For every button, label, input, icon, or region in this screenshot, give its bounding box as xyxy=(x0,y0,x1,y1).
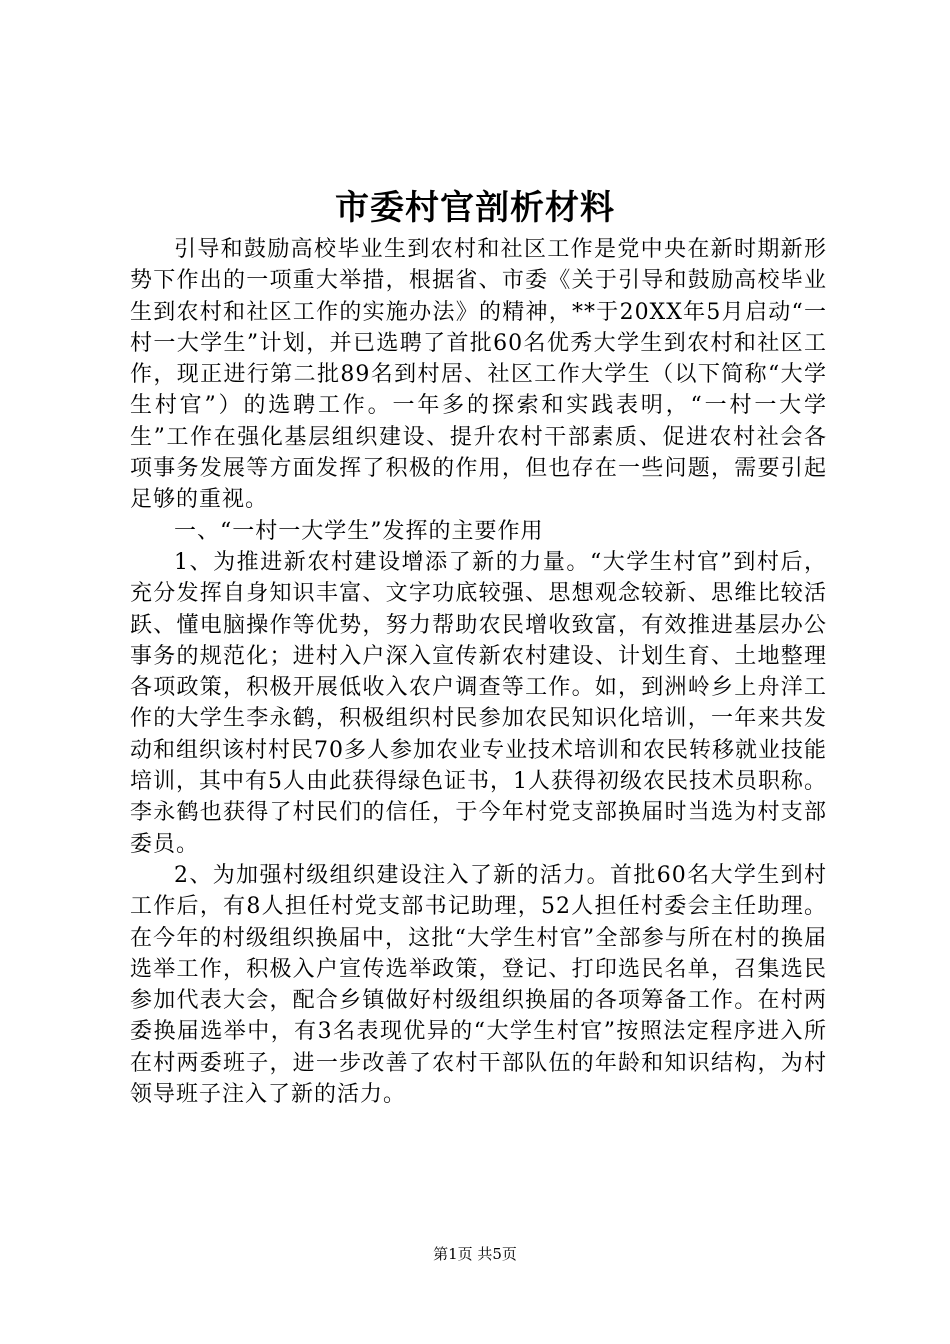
document-title: 市委村官剖析材料 xyxy=(335,188,615,228)
document-body xyxy=(130,234,827,1110)
point-2-paragraph: 2、为加强村级组织建设注入了新的活力。首批60名大学生到村工作后，有8人担任村党支部书记助理，52人担任村委会主任助理。在今年的村级组织换届中，这批“大学生村官”全部参与所在村的换届选举工作，积极入户宣传选举政策，登记、打印选民名单，召集选民参加代表大会，配合乡镇做好村级组织换届的各项筹备工作。在村两委换届选举中，有3名表现优异的“大学生村官”按照法定程序进入所在村两委班子，进一步改善了农村干部队伍的年龄和知识结构，为村领导班子注入了新的活力。 xyxy=(130,862,827,1108)
section-heading: 一、“一村一大学生”发挥的主要作用 xyxy=(174,518,544,544)
point-1-paragraph: 1、为推进新农村建设增添了新的力量。“大学生村官”到村后，充分发挥自身知识丰富、文字功底较强、思想观念较新、思维比较活跃、懂电脑操作等优势，努力帮助农民增收致富，有效推进基层办公事务的规范化；进村入户深入宣传新农村建设、计划生育、土地整理各项政策，积极开展低收入农户调查等工作。如，到洲岭乡上舟洋工作的大学生李永鹤，积极组织村民参加农民知识化培训，一年来共发动和组织该村村民70多人参加农业专业技术培训和农民转移就业技能培训，其中有5人由此获得绿色证书，1人获得初级农民技术员职称。李永鹤也获得了村民们的信任，于今年村党支部换届时当选为村支部委员。 xyxy=(130,549,827,857)
page-footer: 第1页 共5页 xyxy=(433,1245,517,1263)
intro-paragraph: 引导和鼓励高校毕业生到农村和社区工作是党中央在新时期新形势下作出的一项重大举措，根据省、市委《关于引导和鼓励高校毕业生到农村和社区工作的实施办法》的精神，**于20XX年5月启动“一村一大学生”计划，并已选聘了首批60名优秀大学生到农村和社区工作，现正进行第二批89名到村居、社区工作大学生（以下简称“大学生村官”）的选聘工作。一年多的探索和实践表明，“一村一大学生”工作在强化基层组织建设、提升农村干部素质、促进农村社会各项事务发展等方面发挥了积极的作用，但也存在一些问题，需要引起足够的重视。 xyxy=(130,237,827,513)
